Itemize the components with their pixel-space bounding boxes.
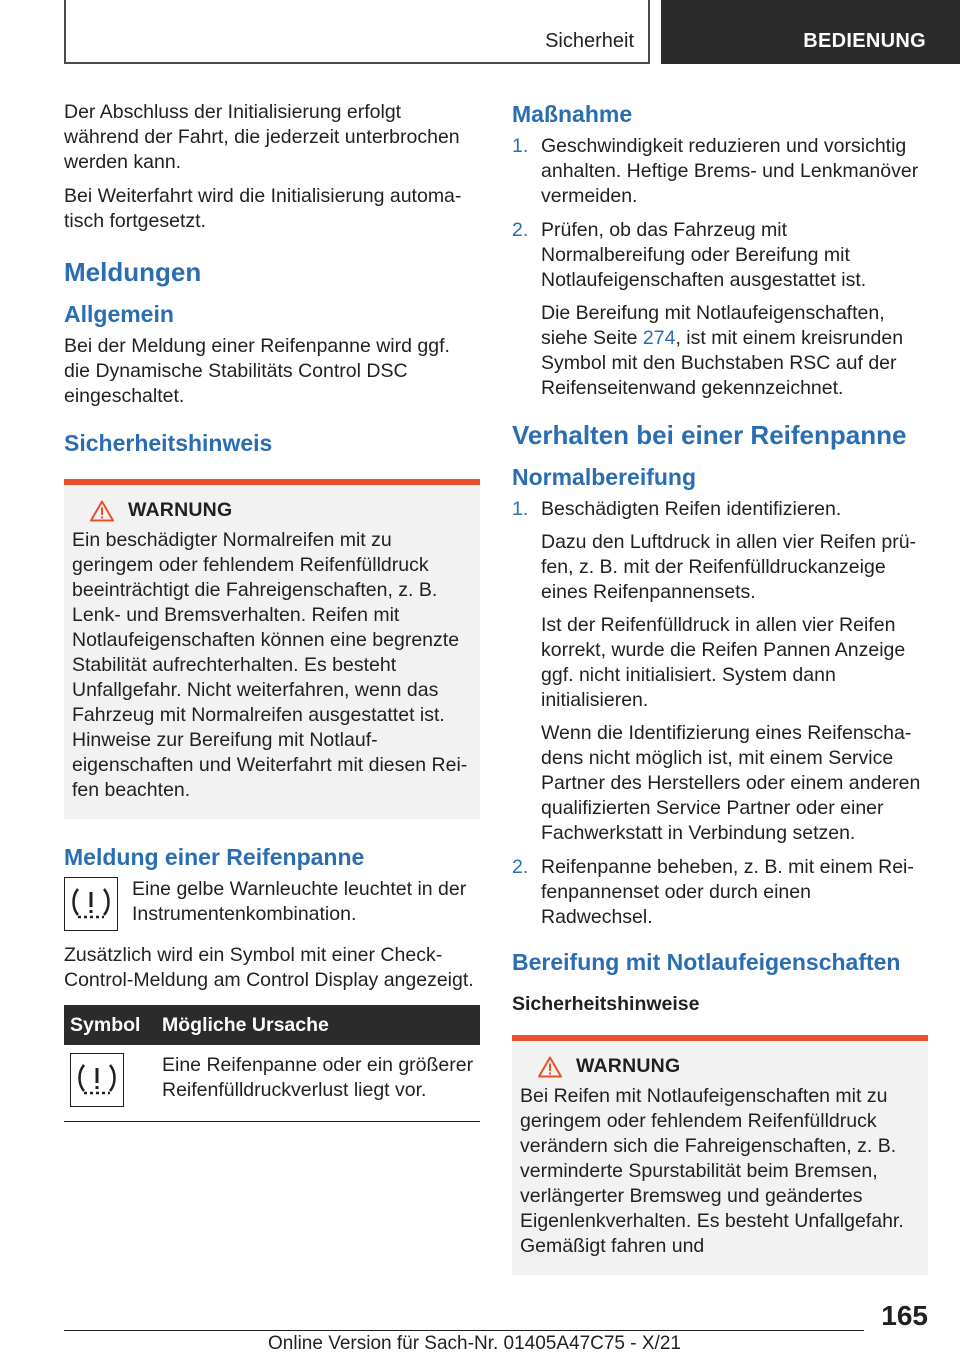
warning-text: Ein beschädigter Normalreifen mit zu geringem oder fehlendem Reifenfülldruck beeinträchtigt die Fahreigenschaften, z. B. Lenk- und Bremsverhalten. Reifen mit Notlaufeigenschaften können eine begrenzte Stabilität aufrechterhalten. Es besteht Unfallgefahr. Nicht weiterfahren, wenn das Fahrzeug mit Normalreifen ausgestattet ist. Hinweise zur Bereifung mit Notlaufeigenschaften und Weiterfahrt mit diesen Reifen beachten. (72, 529, 468, 801)
list-item: 1. Geschwindigkeit reduzieren und vorsichtig anhalten. Heftige Brems- und Lenkmanöver vermeiden. (512, 135, 919, 207)
warning-text: Bei Reifen mit Notlaufeigenschaften mit zu geringem oder fehlendem Reifenfülldruck verändern sich die Fahreigenschaften, z. B. verminderte Spurstabilität beim Bremsen, verlängerter Bremsweg und geändertes Eigenlenkverhalten. Es besteht Unfallgefahr. Gemäßigt fahren und (520, 1085, 904, 1257)
normal-list (512, 497, 928, 930)
tire-pressure-warning-icon (64, 877, 118, 931)
warning-label: WARNUNG (128, 499, 233, 521)
header-section-tab (64, 0, 650, 64)
heading-massnahme: Maßnahme (512, 101, 633, 127)
massnahme-2-sub: Die Bereifung mit Notlaufeigenschaften, siehe Seite 274, ist mit einem kreisrunden Symbol mit den Buchstaben RSC auf der Reifenseitenwand gekennzeichnet. (541, 302, 904, 399)
header-chapter-tab (661, 0, 960, 64)
footer-divider (64, 1330, 864, 1331)
warning-header (90, 499, 472, 522)
warning-label: WARNUNG (576, 1055, 681, 1077)
tire-pressure-warning-icon (70, 1053, 124, 1107)
heading-allgemein: Allgemein (64, 301, 174, 327)
intro-paragraph-1: Der Abschluss der Initialisierung erfolgt während der Fahrt, die jederzeit unterbrochen werden kann. (64, 101, 460, 173)
allgemein-paragraph: Bei der Meldung einer Reifenpanne wird ggf. die Dynamische Stabilitäts Control DSC eingeschaltet. (64, 335, 450, 407)
table-row (64, 1045, 480, 1122)
heading-sicherheitshinweis: Sicherheitshinweis (64, 430, 273, 456)
warning-triangle-icon (90, 500, 114, 522)
heading-meldung-reifenpanne: Meldung einer Reifenpanne (64, 844, 365, 870)
list-item: 1. Beschädigten Reifen identifizieren. Dazu den Luftdruck in allen vier Reifen prüfen, z. B. mit der Reifenfülldruckanzeige eines Reifenpannensets. Ist der Reifenfülldruck in allen vier Reifen korrekt, wurde die Reifen Pannen Anzeige ggf. nicht initialisiert. System dann initialisieren. Wenn die Identifizierung eines Reifenschadens nicht möglich ist, mit einem Service Partner des Herstellers oder einem anderen qualifizierten Service Partner oder einer Fachwerkstatt in Verbindung setzen. (512, 498, 921, 844)
table-cell-ursache: Eine Reifenpanne oder ein größerer Reifenfülldruckverlust liegt vor. (156, 1045, 480, 1122)
symbol-table (64, 1005, 480, 1122)
page-link[interactable]: 274 (642, 327, 676, 349)
warning-box-right (512, 1035, 928, 1275)
warning-triangle-icon (538, 1056, 562, 1078)
heading-normalbereifung: Normalbereifung (512, 464, 697, 490)
indicator-text: Eine gelbe Warnleuchte leuchtet in der Instrumentenkombination. (132, 878, 467, 925)
heading-verhalten: Verhalten bei einer Reifenpanne (512, 420, 907, 450)
list-item: 2. Reifenpanne beheben, z. B. mit einem Reifenpannenset oder durch einen Radwechsel. (512, 856, 914, 928)
heading-bereifung-notlauf: Bereifung mit Notlaufeigenschaften (512, 949, 901, 975)
table-header-ursache: Mögliche Ursache (156, 1005, 480, 1045)
warning-box-left (64, 479, 480, 819)
header-section-label: Sicherheit (545, 30, 634, 52)
header-chapter-label: BEDIENUNG (803, 30, 926, 52)
warning-header (538, 1055, 920, 1078)
footer-text: Online Version für Sach-Nr. 01405A47C75 - X/21 (268, 1333, 681, 1354)
heading-meldungen: Meldungen (64, 257, 202, 287)
table-header-symbol: Symbol (64, 1005, 156, 1045)
list-item: 2. Prüfen, ob das Fahrzeug mit Normalbereifung oder Bereifung mit Notlaufeigenschaften ausgestattet ist. Die Bereifung mit Notlaufeigenschaften, siehe Seite 274, ist mit einem kreisrunden Symbol mit den Buchstaben RSC auf der Reifenseitenwand gekennzeichnet. (512, 218, 928, 401)
massnahme-list (512, 134, 928, 401)
indicator-row (64, 877, 480, 931)
right-column (512, 100, 928, 1291)
intro-paragraph-2: Bei Weiterfahrt wird die Initialisierung automatisch fortgesetzt. (64, 185, 462, 232)
page-number: 165 (881, 1300, 928, 1331)
heading-sicherheitshinweise: Sicherheitshinweise (512, 993, 700, 1015)
zusatz-paragraph: Zusätzlich wird ein Symbol mit einer Check-Control-Meldung am Control Display angezeigt. (64, 944, 474, 991)
left-column (64, 100, 480, 1122)
